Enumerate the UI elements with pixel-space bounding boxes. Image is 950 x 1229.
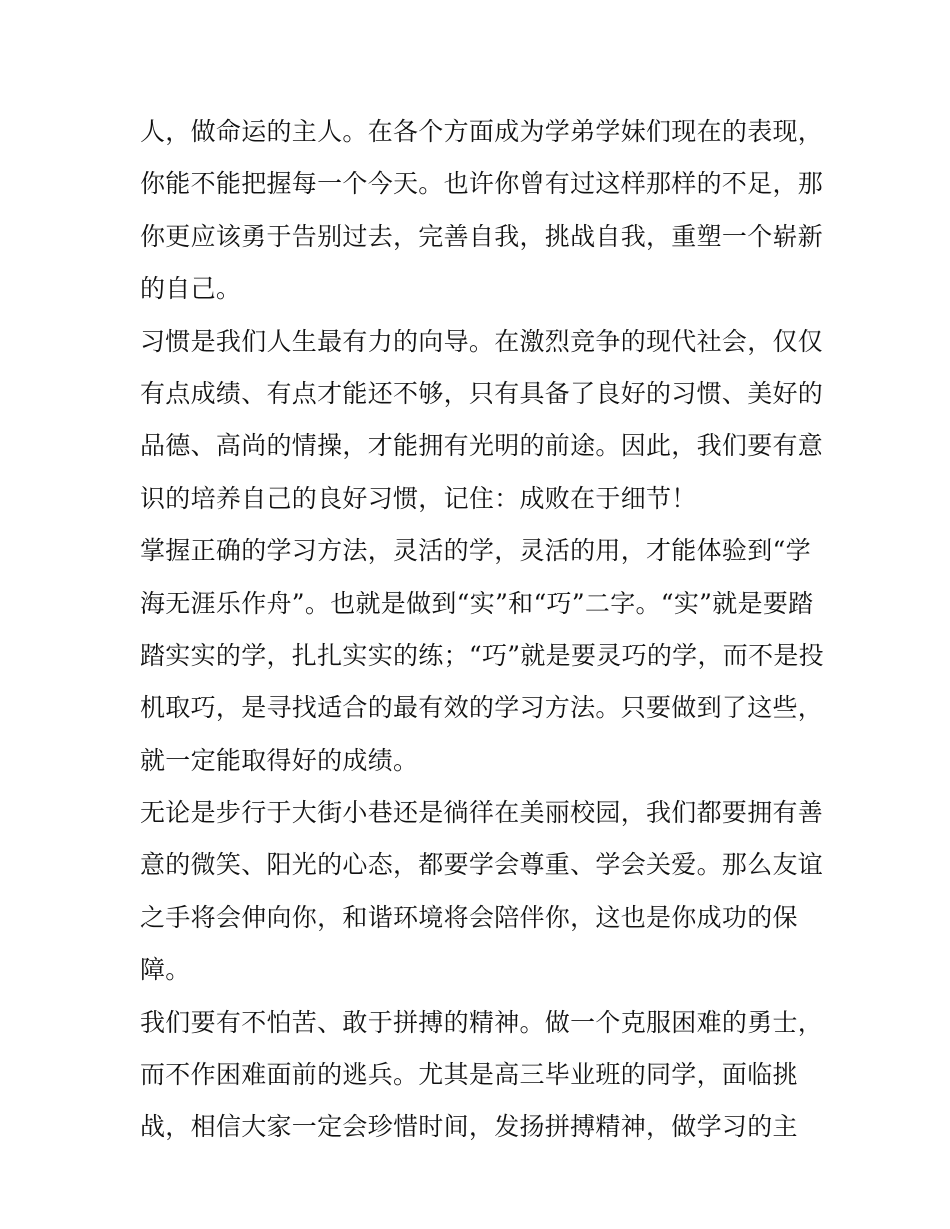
text-line: 就一定能取得好的成绩。 bbox=[140, 745, 419, 775]
text-line: 机取巧，是寻找适合的最有效的学习方法。只要做到了这些， bbox=[140, 693, 824, 723]
text-line: 你能不能把握每一个今天。也许你曾有过这样那样的不足，那 bbox=[140, 169, 824, 199]
text-line: 战，相信大家一定会珍惜时间，发扬拼搏精神，做学习的主 bbox=[140, 1112, 798, 1142]
text-line: 的自己。 bbox=[140, 274, 242, 304]
text-line: 习惯是我们人生最有力的向导。在激烈竞争的现代社会，仅仅 bbox=[140, 326, 824, 356]
text-line: 人，做命运的主人。在各个方面成为学弟学妹们现在的表现， bbox=[140, 117, 824, 146]
text-line: 海无涯乐作舟”。也就是做到“实”和“巧”二字。“实”就是要踏 bbox=[140, 588, 814, 618]
document-body bbox=[140, 106, 824, 1154]
text-line: 踏实实的学，扎扎实实的练；“巧”就是要灵巧的学，而不是投 bbox=[140, 640, 824, 670]
text-line: 我们要有不怕苦、敢于拼搏的精神。做一个克服困难的勇士， bbox=[140, 1007, 824, 1037]
text-line: 障。 bbox=[140, 955, 191, 985]
text-line: 而不作困难面前的逃兵。尤其是高三毕业班的同学，面临挑 bbox=[140, 1060, 798, 1090]
text-line: 意的微笑、阳光的心态，都要学会尊重、学会关爱。那么友谊 bbox=[140, 850, 824, 880]
text-line: 无论是步行于大街小巷还是徜徉在美丽校园，我们都要拥有善 bbox=[140, 798, 824, 828]
text-line: 有点成绩、有点才能还不够，只有具备了良好的习惯、美好的 bbox=[140, 378, 824, 408]
text-line: 你更应该勇于告别过去，完善自我，挑战自我，重塑一个崭新 bbox=[140, 221, 824, 251]
text-line: 之手将会伸向你，和谐环境将会陪伴你，这也是你成功的保 bbox=[140, 902, 798, 932]
text-line: 品德、高尚的情操，才能拥有光明的前途。因此，我们要有意 bbox=[140, 431, 824, 461]
text-line: 掌握正确的学习方法，灵活的学，灵活的用，才能体验到“学 bbox=[140, 536, 811, 566]
text-line: 识的培养自己的良好习惯，记住：成败在于细节！ bbox=[140, 483, 697, 513]
